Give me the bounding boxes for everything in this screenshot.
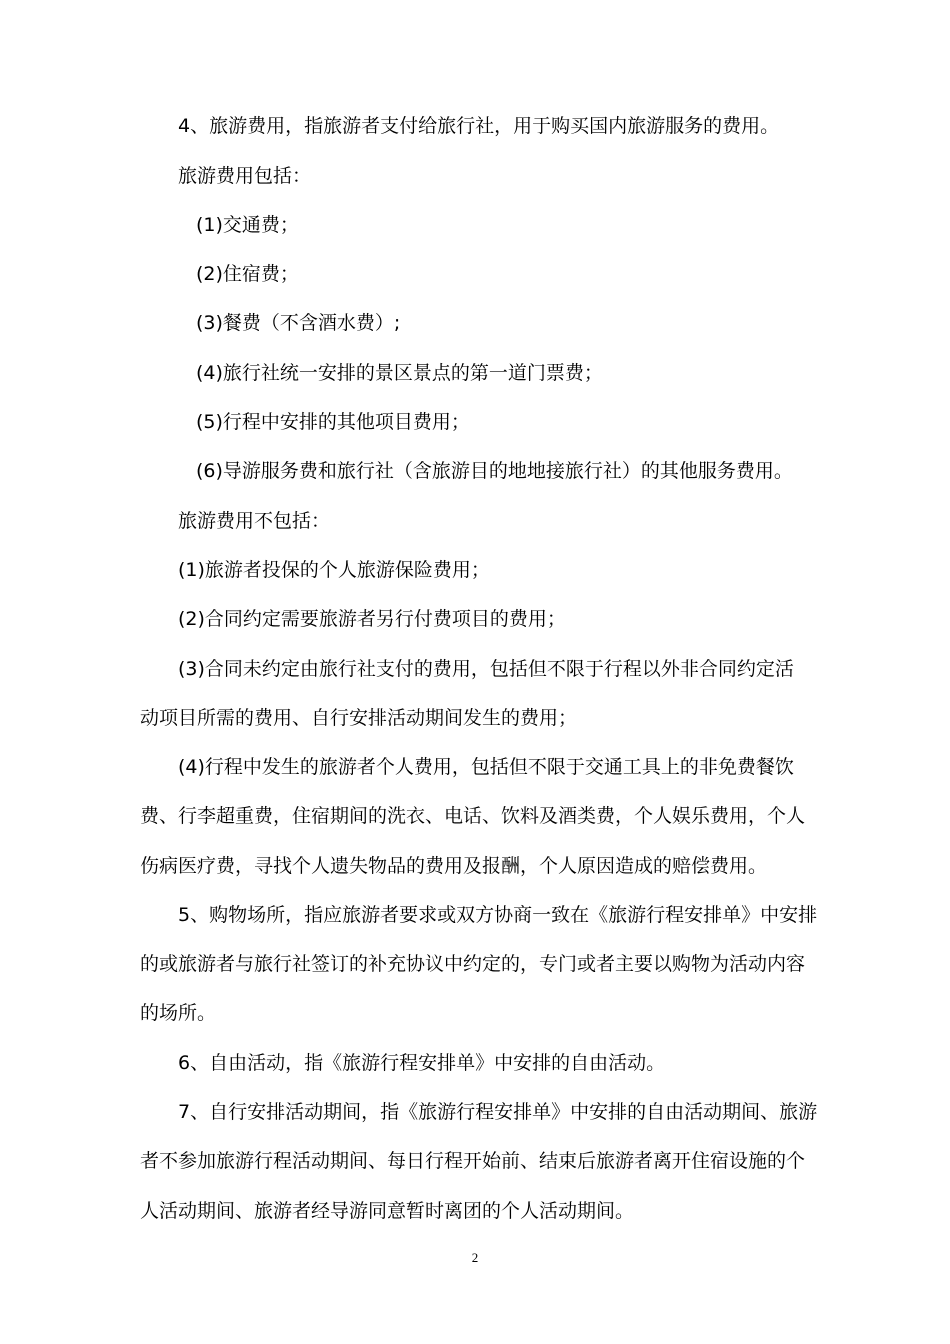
fees-exclude-item-3-line-2: 动项目所需的费用、自行安排活动期间发生的费用； <box>140 707 578 729</box>
fees-include-item-3: (3)餐费（不含酒水费）; <box>196 312 401 334</box>
fees-exclude-item-4-line-3: 伤病医疗费，寻找个人遗失物品的费用及报酬，个人原因造成的赔偿费用。 <box>140 855 768 877</box>
fees-exclude-item-4-line-2: 费、行李超重费，住宿期间的洗衣、电话、饮料及酒类费，个人娱乐费用，个人 <box>140 805 806 827</box>
fees-exclude-item-3-line-1: (3)合同未约定由旅行社支付的费用，包括但不限于行程以外非合同约定活 <box>178 658 794 680</box>
fees-exclude-heading: 旅游费用不包括： <box>178 510 331 532</box>
fees-include-item-4: (4)旅行社统一安排的景区景点的第一道门票费； <box>196 362 603 384</box>
fees-exclude-item-1: (1)旅游者投保的个人旅游保险费用； <box>178 559 490 581</box>
page-number: 2 <box>471 1250 479 1265</box>
paragraph-item-7-line-2: 者不参加旅游行程活动期间、每日行程开始前、结束后旅游者离开住宿设施的个 <box>140 1150 806 1172</box>
fees-include-item-5: (5)行程中安排的其他项目费用； <box>196 411 470 433</box>
paragraph-item-5-line-3: 的场所。 <box>140 1002 217 1024</box>
fees-include-heading: 旅游费用包括： <box>178 165 312 187</box>
fees-include-item-1: (1)交通费； <box>196 214 299 236</box>
paragraph-item-7-line-3: 人活动期间、旅游者经导游同意暂时离团的个人活动期间。 <box>140 1200 635 1222</box>
paragraph-item-6: 6、自由活动，指《旅游行程安排单》中安排的自由活动。 <box>178 1052 666 1074</box>
fees-exclude-item-4-line-1: (4)行程中发生的旅游者个人费用，包括但不限于交通工具上的非免费餐饮 <box>178 756 794 778</box>
paragraph-item-4-fees-definition: 4、旅游费用，指旅游者支付给旅行社，用于购买国内旅游服务的费用。 <box>178 115 780 137</box>
paragraph-item-7-line-1: 7、自行安排活动期间，指《旅游行程安排单》中安排的自由活动期间、旅游 <box>178 1101 818 1123</box>
paragraph-item-5-line-2: 的或旅游者与旅行社签订的补充协议中约定的，专门或者主要以购物为活动内容 <box>140 953 806 975</box>
fees-exclude-item-2: (2)合同约定需要旅游者另行付费项目的费用； <box>178 608 566 630</box>
fees-include-item-2: (2)住宿费； <box>196 263 299 285</box>
fees-include-item-6: (6)导游服务费和旅行社（含旅游目的地地接旅行社）的其他服务费用。 <box>196 460 793 482</box>
paragraph-item-5-line-1: 5、购物场所，指应旅游者要求或双方协商一致在《旅游行程安排单》中安排 <box>178 904 818 926</box>
